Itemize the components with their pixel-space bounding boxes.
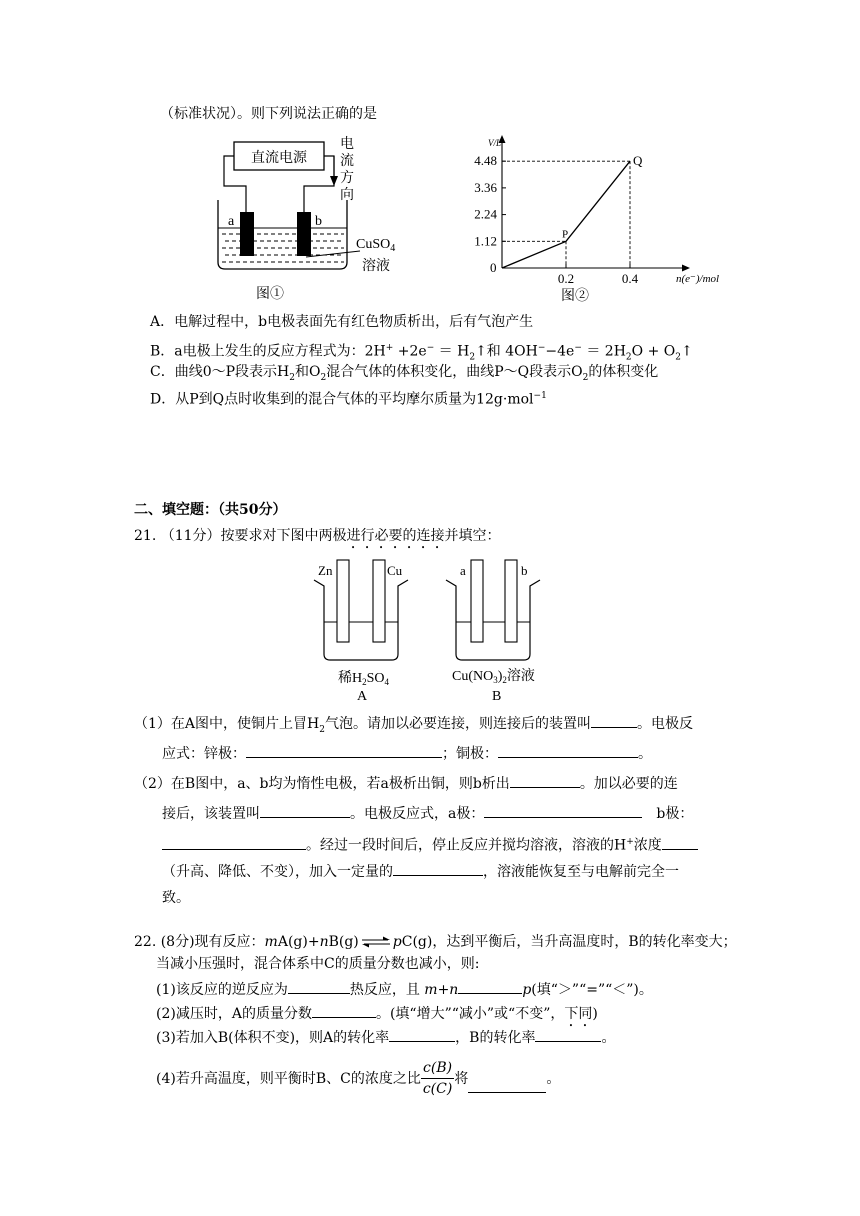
q22-stem-line2: 当减小压强时，混合体系中C的质量分数也减小，则: — [156, 956, 480, 972]
section-2-title: 二、填空题：（共50分） — [134, 502, 287, 518]
q21-part2-line3: 。经过一段时间后，停止反应并搅均溶液，溶液的H+浓度 — [162, 832, 698, 856]
electrode-b-b — [505, 560, 517, 642]
y-tick-label-0: 1.12 — [474, 233, 497, 249]
blank-device-a[interactable] — [591, 712, 637, 728]
equilibrium-arrow — [361, 936, 391, 948]
q21-part2-line4: （升高、降低、不变），加入一定量的 ，溶液能恢复至与电解前完全一 — [162, 860, 679, 882]
current-dir-1: 电 — [340, 137, 354, 152]
q22-sub4: (4)若升高温度，则平衡时B、C的浓度之比 $\frac{c(B)}{c(C)}$ 将 。 — [156, 1059, 561, 1097]
q20-stem-tail: （标准状况）。则下列说法正确的是 — [160, 106, 377, 122]
figure-1-electrolysis — [206, 134, 396, 306]
blank-zn-electrode[interactable] — [246, 742, 442, 758]
x-axis-label: n(e⁻)/mol — [676, 273, 720, 285]
electrode-a-label: a — [228, 214, 235, 229]
electrode-a — [240, 212, 254, 256]
y-tick-label-2: 3.36 — [474, 179, 497, 195]
pointer-line — [306, 251, 360, 257]
power-supply-label: 直流电源 — [251, 151, 307, 166]
concentration-ratio: $\frac{c(B)}{c(C)}$ — [422, 1059, 453, 1097]
current-dir-4: 向 — [340, 188, 354, 203]
a-label: a — [460, 563, 466, 578]
y-tick-label-3: 4.48 — [474, 153, 497, 169]
blank-ratio-change[interactable] — [468, 1077, 546, 1093]
q21-part1-line2: 应式：锌极： ；铜极： 。 — [162, 742, 652, 764]
beaker-b — [446, 560, 540, 704]
beaker-b-label: B — [492, 689, 502, 704]
blank-restore-substance[interactable] — [393, 860, 483, 876]
x-axis-arrow — [682, 265, 690, 272]
blank-cu-electrode[interactable] — [498, 742, 638, 758]
beaker-b-solution: $Cu(NO_3)_2$溶液 — [452, 669, 535, 685]
blank-a-conversion[interactable] — [389, 1026, 455, 1042]
beaker — [218, 200, 347, 269]
electrode-cu — [373, 560, 385, 642]
beaker-a-label: A — [357, 689, 368, 704]
electrode-zn — [337, 560, 349, 642]
option-a: A．电解过程中，b电极表面先有红色物质析出，后有气泡产生 — [150, 314, 534, 330]
q22-sub1: (1)该反应的逆反应为 热反应，且 m+n p(填“＞”“=”“＜”)。 — [156, 978, 653, 1000]
q21-part2-line5: 致。 — [162, 890, 190, 906]
q21-stem: 21. （11分）按要求对下图中两极进行必要的连接并填空： — [134, 528, 501, 544]
blank-reverse-reaction[interactable] — [288, 978, 350, 994]
cu-label: Cu — [387, 563, 403, 578]
x-tick-label-1: 0.4 — [621, 271, 639, 286]
beaker-a — [314, 560, 408, 704]
current-dir-3: 方 — [340, 171, 354, 186]
figure-q21-beakers — [310, 558, 560, 708]
blank-b-electrode[interactable] — [162, 834, 306, 850]
x-tick-label-0: 0.2 — [557, 271, 575, 286]
blank-mn-compare[interactable] — [458, 978, 522, 994]
q21-part2-line1: （2）在B图中，a、b均为惰性电极，若a极析出铜，则b析出 。加以必要的连 — [134, 772, 678, 794]
figure-2-caption: 图② — [561, 289, 589, 304]
blank-b-conversion[interactable] — [535, 1026, 601, 1042]
blank-h-concentration[interactable] — [662, 834, 698, 850]
y-tick-label-1: 2.24 — [474, 206, 497, 222]
electrode-a-b — [471, 560, 483, 642]
electrode-b — [297, 212, 311, 256]
point-p-label: P — [562, 228, 569, 241]
solution-label-1: CuSO$_4$ — [356, 237, 396, 254]
option-d: D．从P到Q点时收集到的混合气体的平均摩尔质量为12g·mol$^{-1}$ — [150, 391, 547, 408]
origin-label: 0 — [490, 260, 497, 275]
q22-stem-line1: 22. (8分)现有反应：mA(g)+nB(g) pC(g)，达到平衡后，当升高温度时，B的转化率变大； — [134, 934, 737, 950]
solution-label-2: 溶液 — [362, 259, 390, 274]
q21-part1-line1: （1）在A图中，使铜片上冒$H_2$气泡。请加以必要连接，则连接后的装置叫 。电极反 — [134, 712, 693, 740]
figure-1-caption: 图① — [256, 287, 284, 302]
point-q-label: Q — [633, 153, 643, 169]
blank-a-mass-fraction[interactable] — [312, 1002, 376, 1018]
q22-sub3: (3)若加入B(体积不变)，则A的转化率 ，B的转化率 。 — [156, 1026, 615, 1048]
blank-device-b[interactable] — [260, 802, 350, 818]
zn-label: Zn — [318, 563, 333, 578]
electrode-b-label: b — [315, 214, 322, 229]
blank-b-product[interactable] — [510, 772, 580, 788]
beaker-a-solution: 稀$H_2SO_4$ — [338, 671, 390, 687]
current-dir-2: 流 — [340, 154, 354, 169]
q22-sub2: (2)减压时，A的质量分数 。(填“增大”“减小”或“不变”，下同) — [156, 1002, 598, 1030]
q21-part2-line2: 接后，该装置叫 。电极反应式，a极： b极： — [162, 802, 693, 824]
option-c: C．曲线0～P段表示$H_2$和$O_2$混合气体的体积变化，曲线P～Q段表示$O_2$的体积变化 — [150, 364, 659, 383]
y-axis-label: V/L — [488, 138, 502, 148]
figure-2-chart — [468, 134, 720, 306]
option-b: B．a电极上发生的反应方程式为：$2H^+ +2e^- = H_2↑$和 $4OH^--4e^- = 2H_2O$ + $O_2↑$ — [150, 343, 693, 363]
b-label: b — [521, 563, 528, 578]
blank-a-electrode[interactable] — [484, 802, 642, 818]
